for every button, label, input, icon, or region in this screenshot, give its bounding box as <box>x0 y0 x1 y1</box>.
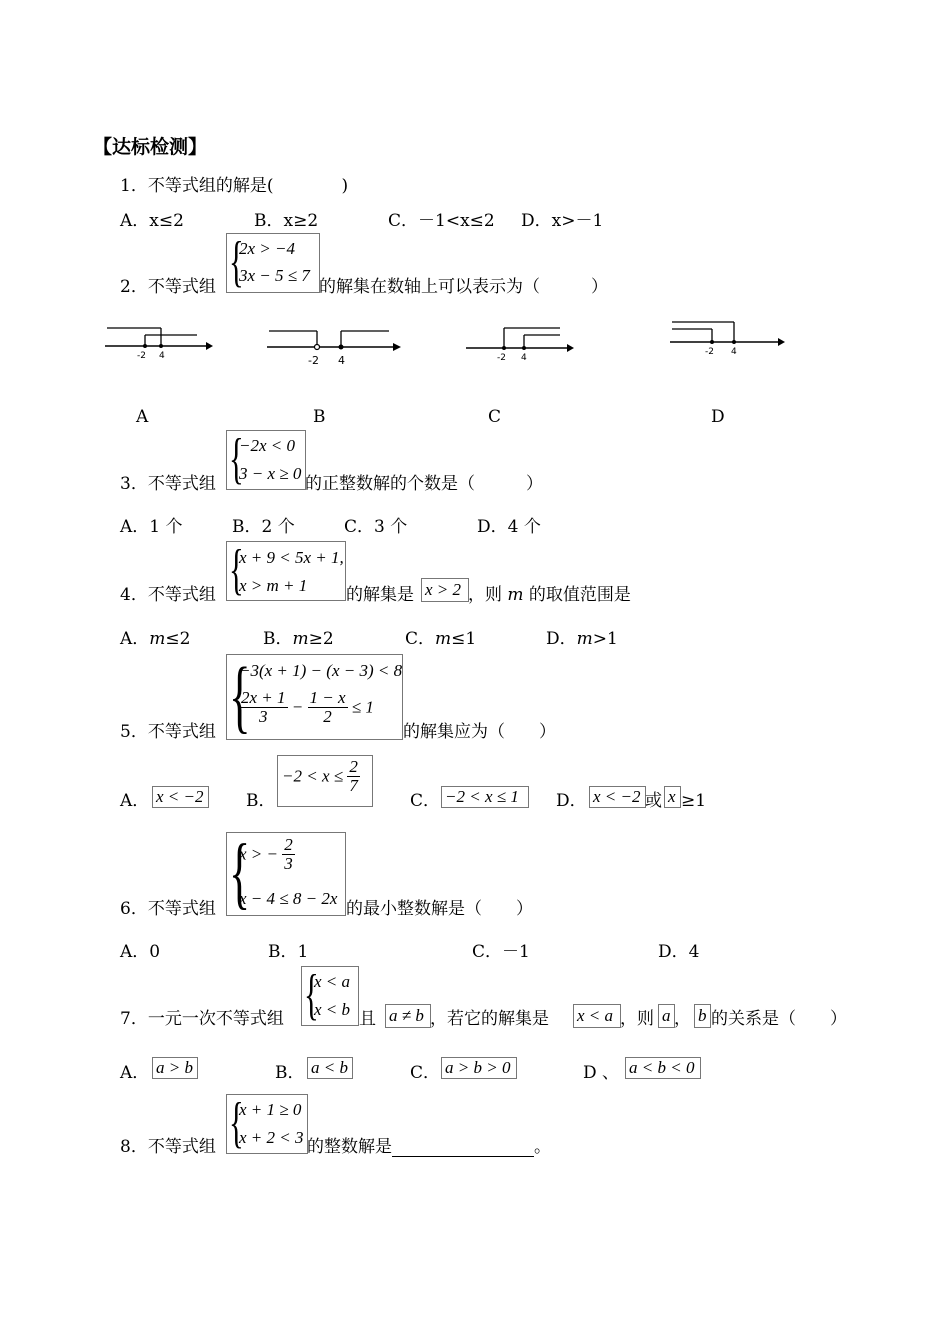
q4-tail-a: ，则 <box>468 585 508 605</box>
q5-opt-d-x: x <box>668 787 676 806</box>
q7-system-line2: x < b <box>314 1000 351 1019</box>
q7-system-box <box>301 966 359 1026</box>
q5-line2 <box>239 689 374 726</box>
q4-opt-c-letter: C． <box>405 629 436 649</box>
q2-tick-c-2: 4 <box>521 353 527 362</box>
q7-tail: 的关系是（ ） <box>711 1009 847 1029</box>
q7-opt-a-text: a > b <box>156 1058 193 1077</box>
q4-opt-a-var: m <box>149 629 166 649</box>
q7-option-d[interactable] <box>625 1057 701 1079</box>
q5-option-b[interactable] <box>277 755 373 807</box>
q6-option-d[interactable]: D．4 <box>658 942 700 962</box>
q6-num: 6．不等式组 <box>120 899 216 919</box>
q6-option-b[interactable]: B．1 <box>268 942 309 962</box>
q5-frac1 <box>239 689 288 726</box>
q3-option-c[interactable]: C．3 个 <box>344 517 408 537</box>
q5-opt-d-text: x < −2 <box>593 787 641 806</box>
q4-opt-b-letter: B． <box>263 629 293 649</box>
q6-frac-num: 2 <box>284 835 293 854</box>
q3-num: 3．不等式组 <box>120 474 216 494</box>
q7-brace: { <box>304 964 319 1026</box>
q4-num: 4．不等式组 <box>120 585 216 605</box>
q7-opt-b-letter: B． <box>275 1063 305 1083</box>
q5-option-a[interactable] <box>152 786 209 808</box>
q3-tail: 的正整数解的个数是（ ） <box>305 474 543 494</box>
q7-opt-c-letter: C． <box>410 1063 441 1083</box>
q7-opt-a-letter: A． <box>120 1063 150 1083</box>
q2-tick-d-1: -2 <box>705 347 714 357</box>
section-title: 【达标检测】 <box>93 136 208 158</box>
q7-a: a <box>662 1006 671 1025</box>
q8-num: 8．不等式组 <box>120 1137 216 1157</box>
q5-opt-b-letter: B． <box>246 791 276 811</box>
q5-opt-a-letter: A． <box>120 791 150 811</box>
q4-opt-a-rel: ≤2 <box>165 629 191 649</box>
q8-end: 。 <box>534 1137 551 1157</box>
q2-numberline-b[interactable] <box>265 322 405 368</box>
q5-system-box <box>226 650 403 741</box>
q2-num: 2．不等式组 <box>120 277 216 297</box>
q4-option-c[interactable] <box>405 629 476 649</box>
q7-opt-d-text: a < b < 0 <box>629 1058 695 1077</box>
q6-line2: x − 4 ≤ 8 − 2x <box>239 889 338 908</box>
q2-tail: 的解集在数轴上可以表示为（ ） <box>319 277 608 297</box>
q4-mid: 的解集是 <box>346 585 414 605</box>
q7-comma: ， <box>674 1009 691 1029</box>
q1-option-c[interactable]: C．－1<x≤2 <box>388 211 495 231</box>
q7-box1-text: a ≠ b <box>389 1006 424 1025</box>
q8-tail: 的整数解是 <box>307 1137 392 1157</box>
q5-opt-b-pre: −2 < x ≤ <box>282 766 344 786</box>
q3-system-box <box>226 430 306 490</box>
q4-option-d[interactable] <box>546 629 618 649</box>
q4-system-box <box>226 541 346 601</box>
q7-and: 且 <box>359 1009 376 1029</box>
q5-brace: { <box>229 650 251 741</box>
q2-tick-a-2: 4 <box>159 351 165 361</box>
q8-tail-line <box>307 1137 551 1157</box>
q8-answer-blank[interactable] <box>392 1140 534 1157</box>
q5-tail: 的解集应为（ ） <box>403 722 556 742</box>
q3-system-line1: −2x < 0 <box>239 436 295 455</box>
q4-opt-b-var: m <box>292 629 309 649</box>
q5-opt-b-text <box>282 758 360 795</box>
q1-option-d[interactable]: D．x>－1 <box>521 211 604 231</box>
q4-solution: x > 2 <box>425 580 462 599</box>
q6-tail: 的最小整数解是（ ） <box>346 899 533 919</box>
q4-system-line2: x > m + 1 <box>239 576 308 595</box>
q7-opt-c-text: a > b > 0 <box>445 1058 511 1077</box>
q7-box2 <box>573 1004 621 1028</box>
q5-option-d[interactable] <box>589 786 646 808</box>
q8-system-box <box>226 1094 308 1154</box>
q5-le1: ≤ 1 <box>351 697 374 717</box>
q7-b-box <box>694 1004 711 1028</box>
q2-numberline-c[interactable] <box>464 320 579 362</box>
q2-system-line1: 2x > −4 <box>239 239 295 258</box>
q5-opt-c-text: −2 < x ≤ 1 <box>445 787 519 806</box>
q4-tail <box>468 585 631 605</box>
q3-option-d[interactable]: D．4 个 <box>477 517 541 537</box>
q2-numberline-d[interactable] <box>668 316 790 360</box>
q5-frac1-num: 2x + 1 <box>241 688 286 707</box>
q2-numberline-a[interactable] <box>103 320 218 362</box>
q5-num: 5．不等式组 <box>120 722 216 742</box>
q6-line1-pre: x > − <box>239 844 278 864</box>
q8-system-line1: x + 1 ≥ 0 <box>239 1100 302 1119</box>
q2-label-c: C <box>488 407 502 427</box>
q6-frac-den: 3 <box>284 854 293 873</box>
q5-opt-d-x-box <box>664 786 681 808</box>
q7-option-c[interactable] <box>441 1057 517 1079</box>
q1-stem: 1．不等式组的解是( ) <box>120 176 349 196</box>
q8-brace: { <box>229 1092 244 1154</box>
q5-opt-a-text: x < −2 <box>156 787 204 806</box>
q5-opt-d-rel: ≥1 <box>681 791 707 811</box>
q2-brace: { <box>229 231 244 293</box>
q4-opt-d-var: m <box>576 629 593 649</box>
q2-tick-b-1: -2 <box>308 354 319 367</box>
q7-mid: ，若它的解集是 <box>430 1009 549 1029</box>
q8-system-line2: x + 2 < 3 <box>239 1128 304 1147</box>
q3-option-a[interactable]: A．1 个 <box>120 517 183 537</box>
q5-opt-b-num: 2 <box>349 757 358 776</box>
q4-option-a[interactable] <box>120 629 190 649</box>
q3-option-b[interactable]: B．2 个 <box>232 517 295 537</box>
q5-frac1-den: 3 <box>259 707 268 726</box>
q5-opt-b-frac <box>347 758 360 795</box>
q4-opt-d-rel: >1 <box>592 629 618 649</box>
q7-system-line1: x < a <box>314 972 351 991</box>
q2-tick-c-1: -2 <box>497 353 506 362</box>
q4-opt-d-letter: D． <box>546 629 577 649</box>
q2-label-d: D <box>711 407 725 427</box>
q7-opt-d-letter: D 、 <box>583 1063 620 1083</box>
q3-system-line2: 3 − x ≥ 0 <box>239 464 302 483</box>
q5-line1: −3(x + 1) − (x − 3) < 8 <box>239 661 403 680</box>
q7-b: b <box>698 1006 707 1025</box>
q4-opt-c-rel: ≤1 <box>451 629 477 649</box>
q1-option-a[interactable]: A．x≤2 <box>120 211 184 231</box>
q4-opt-c-var: m <box>435 629 452 649</box>
q4-opt-a-letter: A． <box>120 629 150 649</box>
q7-then: ，则 <box>620 1009 654 1029</box>
q1-option-b[interactable]: B．x≥2 <box>254 211 319 231</box>
q5-frac2-num: 1 − x <box>309 688 346 707</box>
q5-opt-b-den: 7 <box>349 776 358 795</box>
q5-opt-d-letter: D． <box>556 791 587 811</box>
q7-option-a[interactable] <box>152 1057 198 1079</box>
q2-tick-b-2: 4 <box>338 354 345 367</box>
q2-label-b: B <box>313 407 326 427</box>
q7-box2-text: x < a <box>577 1006 614 1025</box>
q5-frac2 <box>308 689 348 726</box>
q2-system-line2: 3x − 5 ≤ 7 <box>239 266 310 285</box>
q6-option-a[interactable]: A．0 <box>120 942 161 962</box>
q7-opt-b-text: a < b <box>311 1058 348 1077</box>
q7-a-box <box>658 1004 675 1028</box>
q2-tick-d-2: 4 <box>731 347 737 357</box>
q6-brace: { <box>229 829 251 917</box>
q7-box1 <box>385 1004 431 1028</box>
q2-system-box <box>226 233 320 293</box>
q6-line1 <box>239 836 295 873</box>
q2-tick-a-1: -2 <box>137 351 146 361</box>
q5-option-c[interactable] <box>441 786 529 808</box>
q6-option-c[interactable]: C．－1 <box>472 942 530 962</box>
q2-label-a: A <box>136 407 149 427</box>
q4-system-line1: x + 9 < 5x + 1, <box>239 548 344 567</box>
q5-opt-d-or: 或 <box>645 791 662 811</box>
q7-num: 7．一元一次不等式组 <box>120 1009 284 1029</box>
q6-system-box <box>226 829 346 917</box>
q7-option-b[interactable] <box>307 1057 353 1079</box>
q5-opt-c-letter: C． <box>410 791 441 811</box>
q4-opt-b-rel: ≥2 <box>308 629 334 649</box>
q5-frac2-den: 2 <box>323 707 332 726</box>
q4-option-b[interactable] <box>263 629 334 649</box>
q4-tail-m: m <box>507 585 524 605</box>
q5-minus: − <box>291 697 304 717</box>
q3-brace: { <box>229 428 244 490</box>
q4-solution-box <box>421 578 469 602</box>
q4-brace: { <box>229 539 244 601</box>
q4-tail-b: 的取值范围是 <box>523 585 631 605</box>
q6-frac <box>282 836 295 873</box>
